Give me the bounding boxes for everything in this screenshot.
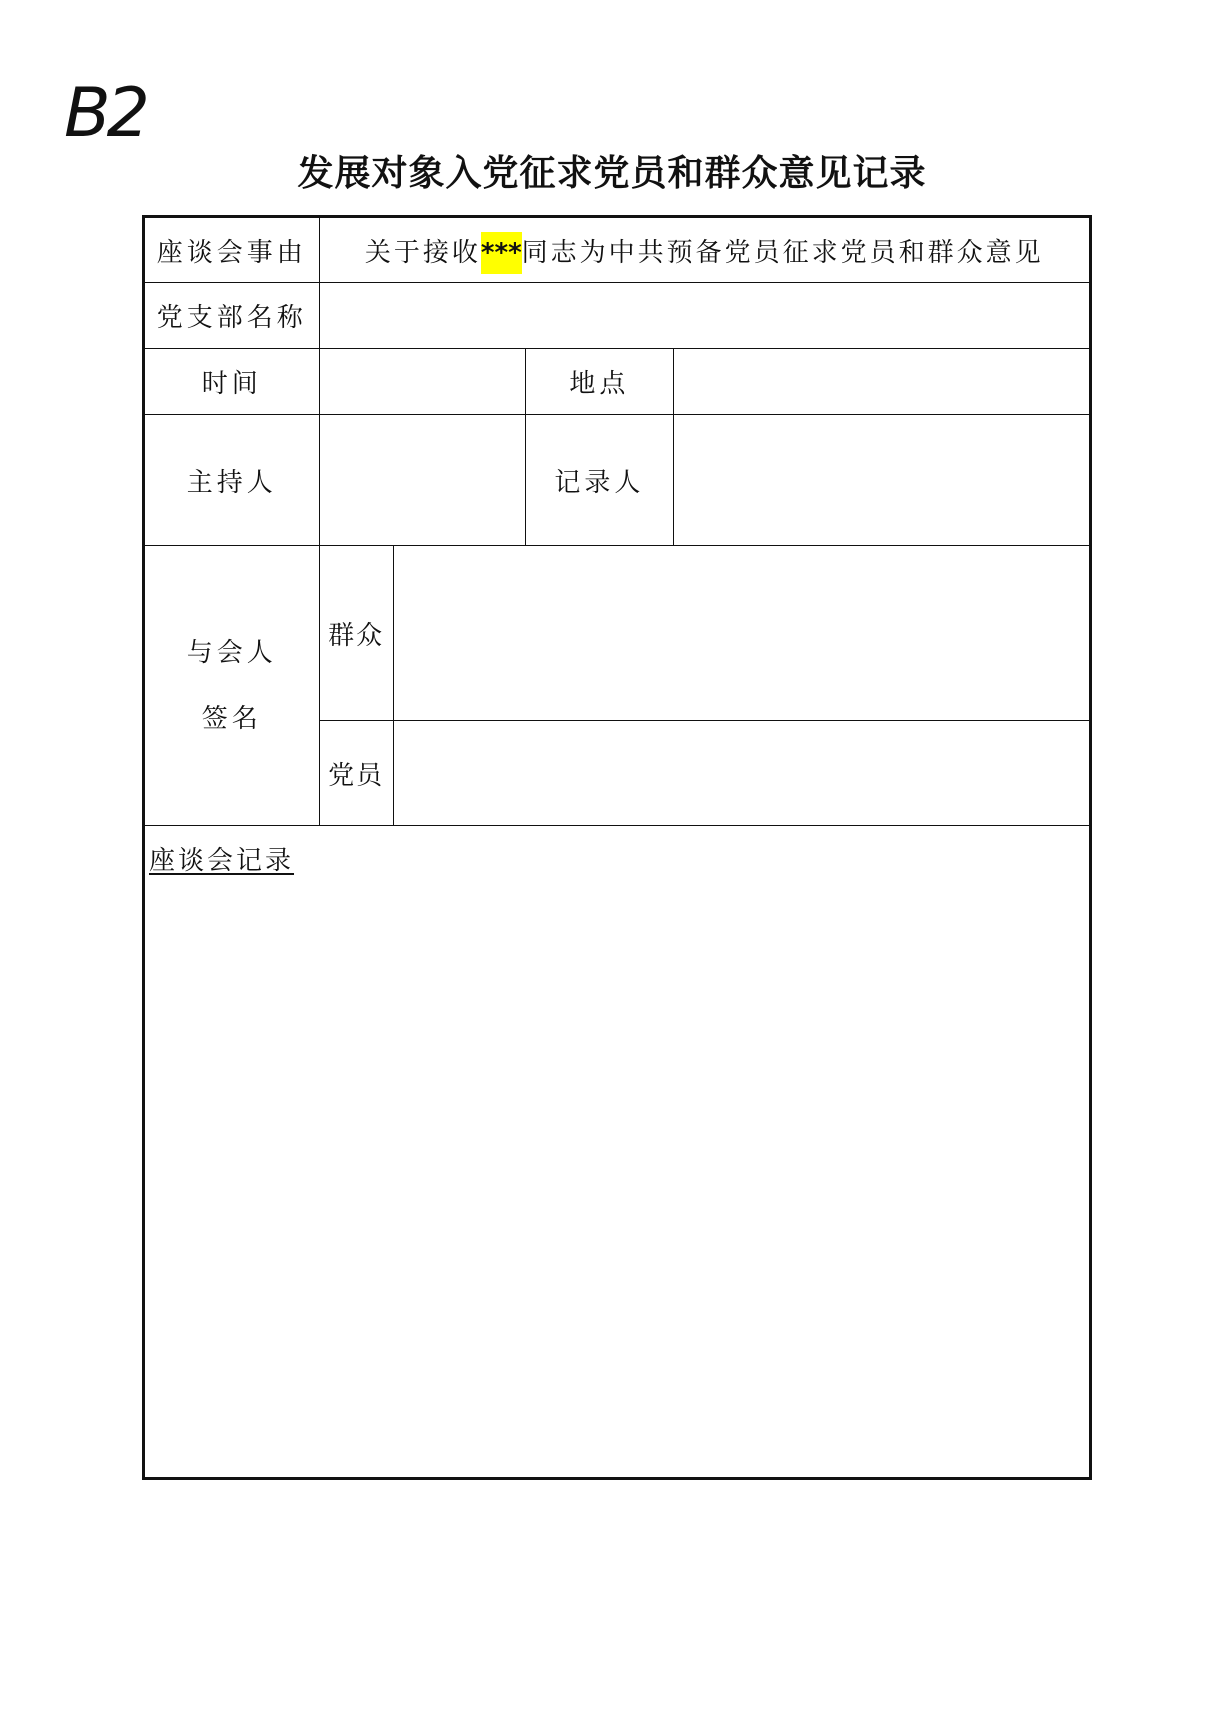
minutes-label: 座谈会记录	[149, 846, 295, 876]
host-recorder-row	[144, 415, 1091, 546]
minutes-field[interactable]	[144, 826, 1091, 1479]
reason-suffix: 同志为中共预备党员征求党员和群众意见	[521, 237, 1044, 268]
recorder-field[interactable]	[673, 415, 1090, 546]
recorder-label: 记录人	[526, 415, 673, 546]
branch-field[interactable]	[319, 283, 1090, 349]
reason-row	[144, 217, 1091, 283]
host-label: 主持人	[144, 415, 320, 546]
branch-label: 党支部名称	[144, 283, 320, 349]
minutes-row	[144, 826, 1091, 1479]
members-label: 党员	[319, 721, 393, 826]
attendees-signature-label	[144, 546, 320, 826]
record-form-table	[142, 215, 1092, 1480]
members-signature-field[interactable]	[393, 721, 1090, 826]
reason-label: 座谈会事由	[144, 217, 320, 283]
location-field[interactable]	[673, 349, 1090, 415]
attendees-label-line2: 签名	[201, 703, 262, 734]
name-placeholder-highlight[interactable]: ***	[481, 232, 522, 274]
page-title: 发展对象入党征求党员和群众意见记录	[297, 153, 927, 194]
time-label: 时间	[144, 349, 320, 415]
reason-prefix: 关于接收	[364, 237, 481, 268]
host-field[interactable]	[319, 415, 526, 546]
branch-row	[144, 283, 1091, 349]
masses-label: 群众	[319, 546, 393, 721]
time-location-row	[144, 349, 1091, 415]
masses-signature-field[interactable]	[393, 546, 1090, 721]
time-field[interactable]	[319, 349, 526, 415]
masses-row	[144, 546, 1091, 721]
location-label: 地点	[526, 349, 673, 415]
reason-value[interactable]	[319, 217, 1090, 283]
corner-mark: B2	[64, 74, 146, 153]
attendees-label-line1: 与会人	[186, 637, 277, 668]
